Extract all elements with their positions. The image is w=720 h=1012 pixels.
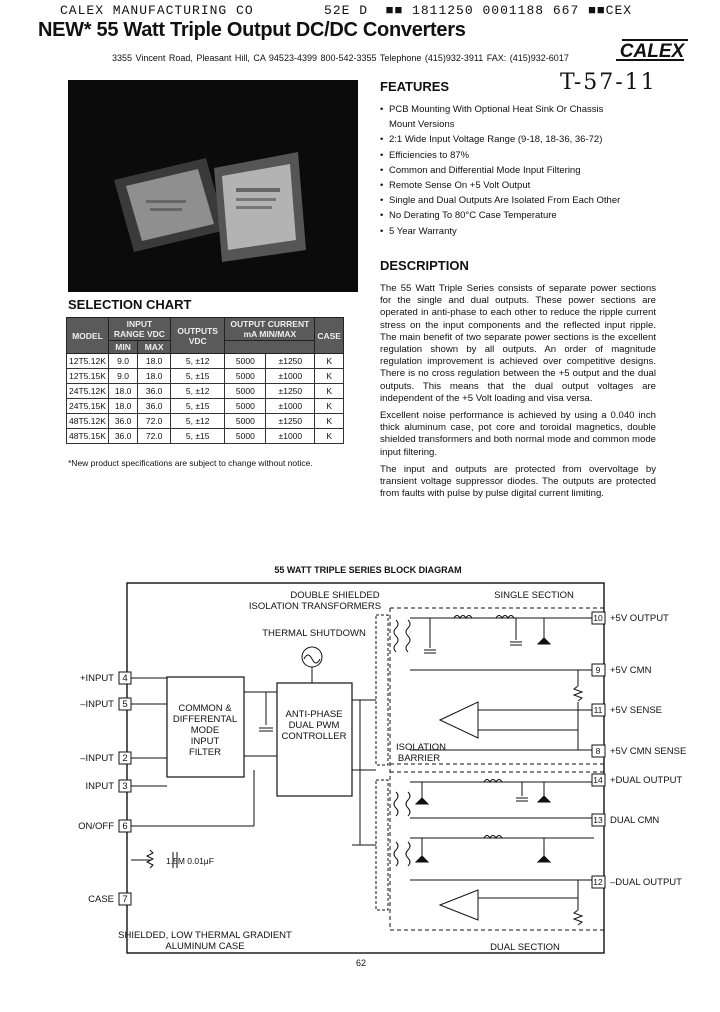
filter-label: INPUT [190, 736, 220, 747]
table-cell: K [315, 399, 344, 414]
pin-label: +5V SENSE [610, 705, 663, 716]
feature-item: • Common and Differential Mode Input Filtering [380, 163, 672, 178]
left-pins [78, 672, 131, 905]
features-list [380, 102, 672, 239]
table-cell: 48T5.15K [67, 429, 109, 444]
label-dual-section: DUAL SECTION [490, 942, 560, 953]
controller-label: ANTI-PHASE [285, 709, 343, 720]
pin-number: 10 [593, 613, 603, 623]
table-cell: 5, ±12 [170, 354, 224, 369]
table-cell: 5000 [225, 354, 266, 369]
pin-number: 3 [122, 781, 128, 792]
right-pins [592, 612, 686, 888]
pin-label: CASE [88, 894, 114, 905]
table-cell: ±1250 [266, 354, 315, 369]
pin-number: 2 [122, 753, 128, 764]
calex-logo [612, 36, 692, 64]
page-title: NEW* 55 Watt Triple Output DC/DC Converters [38, 19, 466, 41]
table-cell: 9.0 [108, 354, 137, 369]
pin-label: +INPUT [79, 673, 114, 684]
table-cell: 5000 [225, 429, 266, 444]
feature-item: • 2:1 Wide Input Voltage Range (9-18, 18-36, 36-72) [380, 132, 672, 147]
label-case: ALUMINUM CASE [165, 941, 245, 952]
description-paragraph: The input and outputs are protected from overvoltage by transient voltage suppressor diodes. The outputs are protected from faults with pulse by pulse digital current limiting. [380, 463, 656, 500]
feature-item: • Single and Dual Outputs Are Isolated From Each Other [380, 193, 672, 208]
col-max: MAX [138, 341, 171, 354]
table-cell: K [315, 369, 344, 384]
table-cell: K [315, 414, 344, 429]
table-cell: 5, ±12 [170, 414, 224, 429]
table-row [67, 354, 344, 369]
table-cell: 18.0 [138, 354, 171, 369]
logo-text: CALEX [619, 41, 685, 62]
table-cell: 5, ±15 [170, 369, 224, 384]
feature-item: • PCB Mounting With Optional Heat Sink Or Chassis Mount Versions [380, 102, 672, 132]
company-address: 3355 Vincent Road, Pleasant Hill, CA 94523-4399 800-542-3355 Telephone (415)932-3911 FAX: (415)932-6017 [112, 53, 569, 63]
description-heading: DESCRIPTION [380, 258, 469, 273]
selection-chart-heading: SELECTION CHART [68, 297, 192, 312]
col-min: MIN [108, 341, 137, 354]
pin-number: 6 [122, 821, 128, 832]
table-cell: 5, ±15 [170, 429, 224, 444]
table-cell: 36.0 [108, 414, 137, 429]
table-cell: 72.0 [138, 414, 171, 429]
table-cell: 18.0 [138, 369, 171, 384]
pin-number: 5 [122, 699, 128, 710]
page-number: 62 [356, 958, 367, 968]
transformer-shield [376, 615, 388, 765]
label-isolation-transformers: ISOLATION TRANSFORMERS [248, 601, 382, 612]
features-heading: FEATURES [380, 79, 450, 94]
dual-section-circuit [394, 780, 594, 926]
pin-label: ON/OFF [78, 821, 114, 832]
table-cell: 36.0 [138, 399, 171, 414]
label-single-section: SINGLE SECTION [494, 590, 574, 601]
controller-label: DUAL PWM [288, 720, 340, 731]
pin-number: 14 [593, 775, 603, 785]
table-cell: K [315, 429, 344, 444]
label-thermal-shutdown: THERMAL SHUTDOWN [262, 628, 366, 639]
table-cell: 12T5.15K [67, 369, 109, 384]
diagram-title: 55 WATT TRIPLE SERIES BLOCK DIAGRAM [274, 565, 462, 575]
table-cell: 5, ±12 [170, 384, 224, 399]
pin-label: –DUAL OUTPUT [610, 877, 682, 888]
description-paragraph: Excellent noise performance is achieved by using a 0.040 inch thick aluminum case, pot core and toroidal magnetics, double shielded transformers and both normal mode and common mode input filtering. [380, 410, 656, 458]
feature-item: • Remote Sense On +5 Volt Output [380, 178, 672, 193]
table-cell: 5000 [225, 414, 266, 429]
table-cell: ±1250 [266, 384, 315, 399]
pin-number: 4 [122, 673, 128, 684]
label-isolation-barrier: ISOLATION [396, 742, 446, 753]
table-cell: 48T5.12K [67, 414, 109, 429]
table-cell: 36.0 [138, 384, 171, 399]
table-row [67, 369, 344, 384]
table-cell: ±1000 [266, 399, 315, 414]
filter-label: FILTER [188, 747, 222, 758]
pin-label: +5V OUTPUT [610, 613, 669, 624]
table-cell: 5000 [225, 369, 266, 384]
table-cell: 9.0 [108, 369, 137, 384]
pin-number: 8 [595, 746, 601, 756]
pin-label: +5V CMN SENSE [610, 746, 687, 757]
table-cell: 5, ±15 [170, 399, 224, 414]
pin-label: DUAL CMN [610, 815, 660, 826]
table-cell: 12T5.12K [67, 354, 109, 369]
table-cell: 18.0 [108, 384, 137, 399]
block-diagram [0, 560, 720, 970]
table-row [67, 384, 344, 399]
table-cell: 36.0 [108, 429, 137, 444]
table-cell: 24T5.15K [67, 399, 109, 414]
transformer-shield-dual [376, 780, 388, 910]
table-cell: 24T5.12K [67, 384, 109, 399]
header-strip: CALEX MANUFACTURING CO 52E D ■■ 1811250 0001188 667 ■■CEX [60, 3, 633, 18]
pin-number: 9 [595, 665, 601, 675]
table-row [67, 399, 344, 414]
feature-item: • Efficiencies to 87% [380, 148, 672, 163]
table-cell: 5000 [225, 399, 266, 414]
filter-label: COMMON & [178, 703, 232, 714]
product-photo [68, 80, 358, 292]
label-double-shielded: DOUBLE SHIELDED [290, 590, 380, 601]
pin-number: 11 [593, 705, 603, 715]
pin-label: –INPUT [80, 699, 114, 710]
feature-item: • No Derating To 80°C Case Temperature [380, 208, 672, 223]
table-cell: K [315, 354, 344, 369]
table-cell: ±1250 [266, 414, 315, 429]
table-cell: 5000 [225, 384, 266, 399]
col-case: CASE [315, 318, 344, 354]
table-cell: 72.0 [138, 429, 171, 444]
controller-label: CONTROLLER [281, 731, 347, 742]
table-row [67, 414, 344, 429]
col-input-range: INPUT RANGE VDC [108, 318, 170, 341]
pin-number: 12 [593, 877, 603, 887]
filter-label: DIFFERENTAL [172, 714, 238, 725]
pin-number: 13 [593, 815, 603, 825]
filter-label: MODE [190, 725, 220, 736]
label-case: SHIELDED, LOW THERMAL GRADIENT [118, 930, 292, 941]
description-body [380, 283, 656, 505]
label-isolation-barrier: BARRIER [397, 753, 441, 764]
table-cell: K [315, 384, 344, 399]
col-outputs: OUTPUTS VDC [170, 318, 224, 354]
col-model: MODEL [67, 318, 109, 354]
rc-label: 1.5M 0.01μF [166, 856, 214, 866]
col-current: OUTPUT CURRENT mA MIN/MAX [225, 318, 315, 341]
pin-label: +DUAL OUTPUT [610, 775, 683, 786]
handwritten-note: T-57-11 [560, 70, 657, 95]
feature-item: • 5 Year Warranty [380, 224, 672, 239]
pin-number: 7 [122, 894, 128, 905]
selection-table [66, 317, 344, 444]
pin-label: INPUT [85, 781, 114, 792]
pin-label: –INPUT [80, 753, 114, 764]
table-cell: 18.0 [108, 399, 137, 414]
description-paragraph: The 55 Watt Triple Series consists of separate power sections for the single and dual outputs. These power sections are operated in anti-phase to each other to reduce the ripple current stress on the input components and the reflected input ripple. The main benefit of two separate power sections is the excellent regulation shown by all outputs. An order of magnitude regulation improvement is achieved over competitive designs. There is no cross regulation between the +5 output and the dual outputs. This means that the dual output voltages are independent of the +5 Volt loading and visa versa. [380, 283, 656, 404]
pin-label: +5V CMN [610, 665, 652, 676]
selection-footnote: *New product specifications are subject to change without notice. [68, 458, 313, 468]
table-cell: ±1000 [266, 369, 315, 384]
single-section-circuit [394, 616, 594, 751]
table-cell: ±1000 [266, 429, 315, 444]
table-row [67, 429, 344, 444]
